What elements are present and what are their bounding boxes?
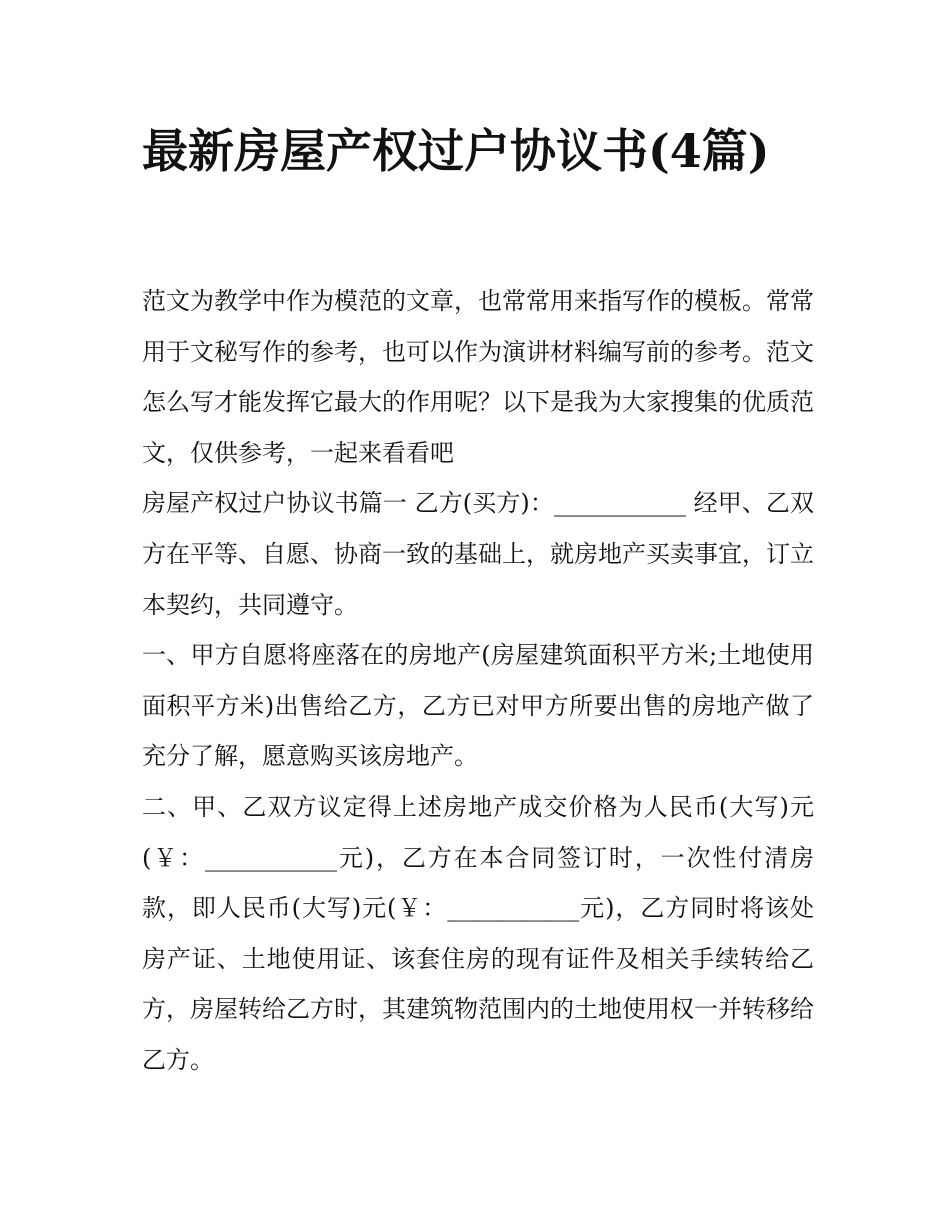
agreement-opening-paragraph: 房屋产权过户协议书篇一 乙方(买方)：___________ 经甲、乙双方在平等、自愿、协商一致的基础上，就房地产买卖事宜，订立本契约，共同遵守。 xyxy=(142,489,814,619)
clause-two-paragraph: 二、甲、乙双方议定得上述房地产成交价格为人民币(大写)元(￥：___________元)，乙方在本合同签订时，一次性付清房款，即人民币(大写)元(￥：___________元)，乙方同时将该处房产证、土地使用证、该套住房的现有证件及相关手续转给乙方，房屋转给乙方时，其建筑物范围内的土地使用权一并转移给乙方。 xyxy=(142,792,814,1074)
intro-paragraph: 范文为教学中作为模范的文章，也常常用来指写作的模板。常常用于文秘写作的参考，也可以作为演讲材料编写前的参考。范文怎么写才能发挥它最大的作用呢？以下是我为大家搜集的优质范文，仅供参考，一起来看看吧 xyxy=(142,287,814,467)
document-title: 最新房屋产权过户协议书(4篇) xyxy=(142,124,770,178)
clause-one-paragraph: 一、甲方自愿将座落在的房地产(房屋建筑面积平方米;土地使用面积平方米)出售给乙方，乙方已对甲方所要出售的房地产做了充分了解，愿意购买该房地产。 xyxy=(142,641,814,771)
document-body xyxy=(142,276,814,1086)
